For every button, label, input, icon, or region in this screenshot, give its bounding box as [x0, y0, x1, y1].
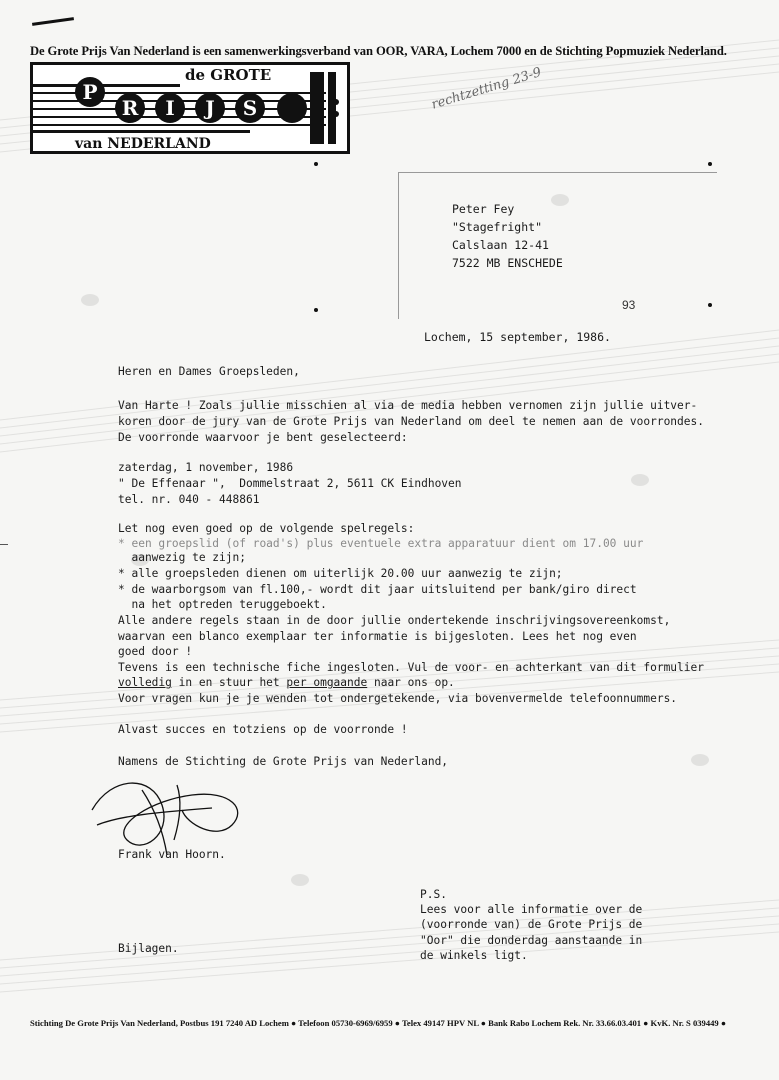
logo-top-text: de GROTE — [185, 66, 272, 84]
recipient-line: 7522 MB ENSCHEDE — [452, 256, 563, 270]
event-phone: tel. nr. 040 - 448861 — [118, 493, 260, 506]
punch-dot — [314, 162, 318, 166]
rule-struck: * een groepslid (of road's) plus eventuele extra apparatuur dient om 17.00 uur — [118, 537, 644, 550]
reference-number: 93 — [622, 298, 636, 312]
instruction-text: naar ons op. — [367, 676, 455, 689]
rules-intro: Let nog even goed op de volgende spelregels: — [118, 522, 415, 535]
closing-wish: Alvast succes en totziens op de voorronde ! — [118, 723, 408, 736]
event-date: zaterdag, 1 november, 1986 — [118, 461, 294, 474]
contact-line: Voor vragen kun je je wenden tot ondergetekende, via bovenvermelde telefoonnummers. — [118, 692, 678, 705]
underlined-word: volledig — [118, 676, 172, 689]
punch-dot — [314, 308, 318, 312]
logo-bottom-text: van NEDERLAND — [75, 136, 211, 152]
event-venue: " De Effenaar ", Dommelstraat 2, 5611 CK Eindhoven — [118, 477, 462, 490]
postscript — [420, 887, 642, 963]
intro-line: koren door de jury van de Grote Prijs van Nederland om deel te nemen aan de voorrondes. — [118, 415, 704, 428]
salutation: Heren en Dames Groepsleden, — [118, 365, 300, 378]
recipient-line: "Stagefright" — [452, 220, 543, 234]
underlined-word: per omgaande — [286, 676, 368, 689]
punch-dot — [708, 162, 712, 166]
organization-line: De Grote Prijs Van Nederland is een samenwerkingsverband van OOR, VARA, Lochem 7000 en de Stichting Popmuziek Nederland. — [30, 44, 727, 58]
instruction-text: in en stuur het — [171, 676, 287, 689]
rule-item-continued: na het optreden teruggeboekt. — [118, 598, 327, 611]
logo-letter-r: R — [121, 96, 139, 120]
paragraph-line: goed door ! — [118, 645, 193, 658]
ps-line: (voorronde van) de Grote Prijs de — [420, 918, 643, 932]
ps-label: P.S. — [420, 888, 447, 901]
logo-letter-s: S — [242, 96, 258, 120]
recipient-line: Calslaan 12-41 — [452, 238, 549, 252]
enclosures-label: Bijlagen. — [118, 942, 179, 955]
ps-line: de winkels ligt. — [420, 948, 528, 962]
handwritten-signature — [82, 770, 262, 860]
logo-letter-p: P — [82, 80, 98, 104]
rule-item: * de waarborgsom van fl.100,- wordt dit jaar uitsluitend per bank/giro direct — [118, 583, 637, 596]
paragraph-line: Tevens is een technische fiche ingesloten. Vul de voor- en achterkant van dit formulier — [118, 661, 704, 674]
footer-line: Stichting De Grote Prijs Van Nederland, Postbus 191 7240 AD Lochem ● Telefoon 05730-6969/6959 ● Telex 49147 HPV NL ● Bank Rabo Lochem Rek. Nr. 33.66.03.401 ● KvK. Nr. S 039449 ● — [30, 1018, 727, 1028]
paragraph-line: Alle andere regels staan in de door jullie ondertekende inschrijvingsovereenkomst, — [118, 614, 671, 627]
paragraph-line: waarvan een blanco exemplaar ter informatie is bijgesloten. Lees het nog even — [118, 630, 637, 643]
recipient-address — [452, 200, 563, 272]
closing-line: Namens de Stichting de Grote Prijs van Nederland, — [118, 755, 449, 768]
fold-mark — [0, 544, 8, 545]
handwritten-annotation: rechtzetting 23-9 — [429, 65, 544, 113]
recipient-line: Peter Fey — [452, 202, 515, 216]
rule-item: * alle groepsleden dienen om uiterlijk 20.00 uur aanwezig te zijn; — [118, 567, 563, 580]
letter-date: Lochem, 15 september, 1986. — [424, 330, 611, 344]
logo-letter-i: I — [165, 96, 175, 120]
logo-letter-j: J — [205, 96, 215, 120]
grote-prijs-logo — [30, 62, 350, 154]
rule-struck-continued: aanwezig te zijn; — [118, 551, 246, 564]
ps-line: "Oor" die donderdag aanstaande in — [420, 933, 643, 947]
intro-line: De voorronde waarvoor je bent geselecteerd: — [118, 431, 408, 444]
intro-line: Van Harte ! Zoals jullie misschien al via de media hebben vernomen zijn jullie uitver- — [118, 399, 698, 412]
signer-name: Frank van Hoorn. — [118, 848, 226, 861]
ps-line: Lees voor alle informatie over de — [420, 903, 643, 917]
instruction-line — [118, 675, 455, 691]
